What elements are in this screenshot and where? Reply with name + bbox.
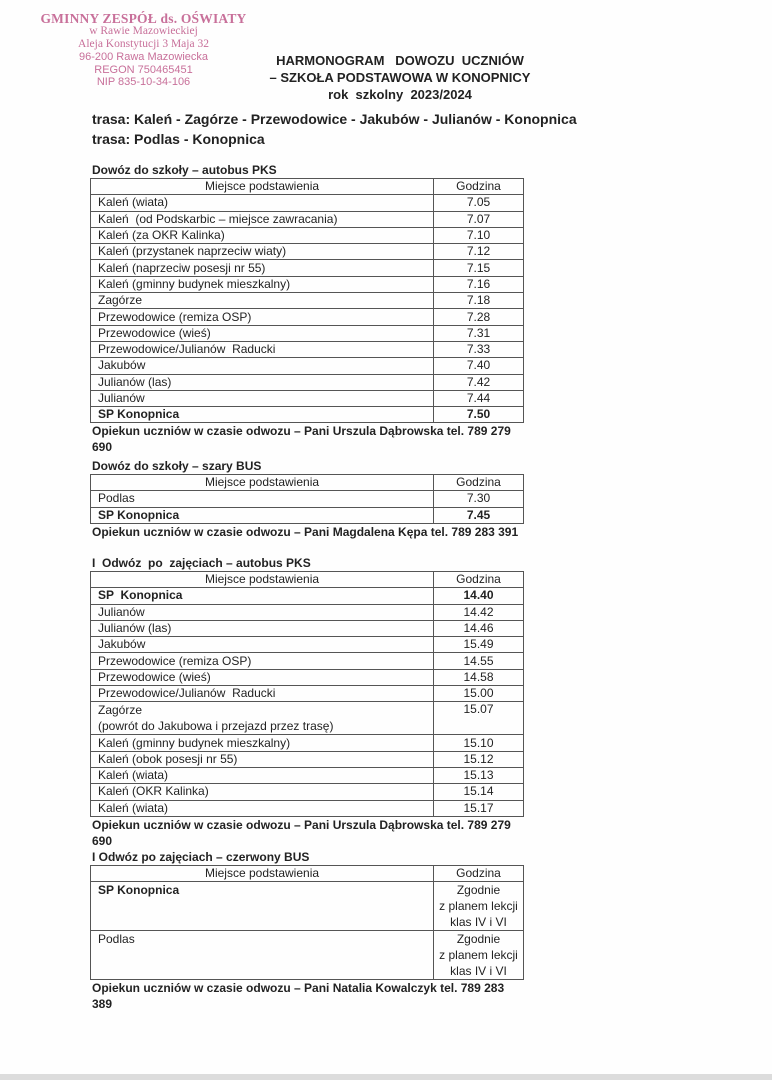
section-red-bus-afternoon: [90, 850, 526, 1012]
departure-time: 7.31: [466, 325, 491, 340]
table-row: [91, 653, 524, 669]
stamp-line: GMINNY ZESPÓŁ ds. OŚWIATY: [40, 11, 247, 26]
place-name: Kaleń (gminny budynek mieszkalny): [98, 276, 291, 291]
time-cell: [434, 358, 524, 374]
time-cell: [434, 637, 524, 653]
table-row: [91, 800, 524, 816]
place-cell: [91, 293, 434, 309]
route-line: trasa: Kaleń - Zagórze - Przewodowice - Jakubów - Julianów - Konopnica: [92, 111, 577, 127]
table-row: [91, 735, 524, 751]
table-row: [91, 882, 524, 931]
table-row: [91, 784, 524, 800]
departure-time: 7.28: [466, 309, 491, 324]
place-name: Kaleń (wiata): [98, 195, 169, 210]
document-title: [240, 52, 560, 103]
departure-time: 15.14: [463, 784, 494, 799]
place-cell: [91, 325, 434, 341]
departure-time: 7.45: [466, 507, 491, 522]
departure-time: 7.30: [466, 491, 491, 506]
time-cell: [434, 260, 524, 276]
departure-time: 15.49: [463, 637, 494, 652]
place-name: Przewodowice (remiza OSP): [98, 309, 252, 324]
departure-time: 7.07: [466, 211, 491, 226]
schedule-table: [90, 865, 524, 980]
time-cell: [434, 227, 524, 243]
time-cell: [434, 244, 524, 260]
time-cell: [434, 702, 524, 735]
time-cell: [434, 767, 524, 783]
title-line: HARMONOGRAM DOWOZU UCZNIÓW: [276, 53, 524, 68]
guardian-note: Opiekun uczniów w czasie odwozu – Pani Urszula Dąbrowska tel. 789 279 690: [92, 817, 511, 848]
section-title: Dowóz do szkoły – szary BUS: [92, 459, 262, 473]
place-name: Przewodowice (wieś): [98, 325, 211, 340]
time-cell: [434, 620, 524, 636]
place-cell: [91, 800, 434, 816]
place-cell: [91, 882, 434, 931]
time-cell: [434, 211, 524, 227]
place-cell: [91, 686, 434, 702]
table-row: [91, 276, 524, 292]
place-cell: [91, 276, 434, 292]
place-cell: [91, 341, 434, 357]
departure-time: 14.40: [463, 588, 494, 603]
table-header-row: [91, 866, 524, 882]
table-header-row: [91, 572, 524, 588]
column-header-place: Miejsce podstawienia: [91, 475, 434, 491]
place-name: Przewodowice (remiza OSP): [98, 653, 252, 668]
place-cell: [91, 588, 434, 604]
place-cell: [91, 491, 434, 507]
place-name: Zagórze: [98, 293, 143, 308]
table-row: [91, 227, 524, 243]
time-cell: [434, 407, 524, 423]
time-cell: [434, 669, 524, 685]
table-row: [91, 588, 524, 604]
place-cell: [91, 211, 434, 227]
guardian-note: Opiekun uczniów w czasie odwozu – Pani Magdalena Kępa tel. 789 283 391: [92, 524, 519, 539]
section-grey-bus-morning: [90, 459, 526, 540]
table-row: [91, 604, 524, 620]
column-header-place: Miejsce podstawienia: [91, 179, 434, 195]
table-row: [91, 341, 524, 357]
section-title: Dowóz do szkoły – autobus PKS: [92, 163, 277, 177]
time-cell: [434, 374, 524, 390]
table-row: [91, 325, 524, 341]
place-name: Julianów (las): [98, 374, 172, 389]
departure-time: 14.58: [463, 669, 494, 684]
departure-time: 15.07: [463, 702, 494, 717]
table-row: [91, 637, 524, 653]
place-name: Zagórze: [98, 703, 143, 718]
time-note-line: klas IV i VI: [450, 915, 507, 930]
place-cell: [91, 653, 434, 669]
table-header-row: [91, 179, 524, 195]
guardian-note: Opiekun uczniów w czasie odwozu – Pani Urszula Dąbrowska tel. 789 279 690: [92, 424, 511, 455]
departure-time: 15.10: [463, 735, 494, 750]
place-cell: [91, 735, 434, 751]
time-cell: [434, 751, 524, 767]
table-row: [91, 260, 524, 276]
time-cell: [434, 325, 524, 341]
table-row: [91, 390, 524, 406]
departure-time: 7.50: [466, 407, 491, 422]
place-cell: [91, 507, 434, 523]
stamp-line: NIP 835-10-34-106: [96, 76, 191, 88]
place-cell: [91, 751, 434, 767]
place-cell: [91, 931, 434, 980]
place-name: Przewodowice (wieś): [98, 669, 211, 684]
place-name: Kaleń (gminny budynek mieszkalny): [98, 735, 291, 750]
schedule-table: [90, 474, 524, 524]
time-note-line: z planem lekcji: [439, 948, 518, 963]
time-note-line: z planem lekcji: [439, 899, 518, 914]
time-cell: [434, 491, 524, 507]
departure-time: 7.44: [466, 391, 491, 405]
place-cell: [91, 604, 434, 620]
place-name: Podlas: [98, 491, 135, 506]
column-header-place: Miejsce podstawienia: [91, 572, 434, 588]
table-row: [91, 507, 524, 523]
schedule-table: [90, 571, 524, 817]
time-cell: [434, 195, 524, 211]
place-cell: [91, 227, 434, 243]
place-name: Podlas: [98, 932, 135, 947]
time-cell: [434, 882, 524, 931]
institution-stamp: [36, 12, 251, 89]
place-name: Kaleń (od Podskarbic – miejsce zawracania): [98, 211, 338, 226]
place-name: Kaleń (OKR Kalinka): [98, 784, 209, 799]
title-line: – SZKOŁA PODSTAWOWA W KONOPNICY: [269, 70, 531, 85]
departure-time: 15.00: [463, 686, 494, 701]
table-row: [91, 211, 524, 227]
place-name: SP Konopnica: [98, 407, 180, 422]
departure-time: 7.16: [466, 276, 491, 291]
column-header-time: Godzina: [434, 475, 524, 491]
table-row: [91, 195, 524, 211]
place-cell: [91, 195, 434, 211]
table-row: [91, 293, 524, 309]
place-cell: [91, 702, 434, 735]
table-row: [91, 491, 524, 507]
time-cell: [434, 735, 524, 751]
departure-time: 14.55: [463, 653, 494, 668]
time-cell: [434, 293, 524, 309]
table-header-row: [91, 475, 524, 491]
place-cell: [91, 390, 434, 406]
time-note-line: Zgodnie: [456, 932, 501, 947]
place-name: SP Konopnica: [98, 588, 183, 603]
column-header-time: Godzina: [434, 866, 524, 882]
time-note-line: Zgodnie: [456, 883, 501, 898]
place-name: Kaleń (naprzeciw posesji nr 55): [98, 260, 266, 275]
place-cell: [91, 244, 434, 260]
place-cell: [91, 637, 434, 653]
place-cell: [91, 358, 434, 374]
time-cell: [434, 341, 524, 357]
place-cell: [91, 260, 434, 276]
place-name: SP Konopnica: [98, 507, 180, 522]
place-cell: [91, 767, 434, 783]
place-note: (powrót do Jakubowa i przejazd przez trasę): [98, 719, 334, 734]
place-name: Kaleń (przystanek naprzeciw wiaty): [98, 244, 287, 259]
place-name: Przewodowice/Julianów Raducki: [98, 342, 276, 357]
place-name: Jakubów: [98, 637, 146, 652]
place-cell: [91, 407, 434, 423]
departure-time: 7.12: [466, 244, 491, 259]
section-title: I Odwóz po zajęciach – czerwony BUS: [92, 850, 310, 864]
route-list: [92, 109, 577, 149]
place-name: Jakubów: [98, 358, 146, 373]
departure-time: 7.05: [466, 195, 491, 210]
departure-time: 14.42: [463, 604, 494, 619]
section-title: I Odwóz po zajęciach – autobus PKS: [92, 556, 311, 570]
time-cell: [434, 604, 524, 620]
place-name: Kaleń (za OKR Kalinka): [98, 228, 225, 243]
table-row: [91, 767, 524, 783]
departure-time: 14.46: [463, 621, 494, 636]
table-row: [91, 686, 524, 702]
time-cell: [434, 800, 524, 816]
table-row: [91, 374, 524, 390]
place-name: Kaleń (wiata): [98, 768, 169, 783]
schedule-table: [90, 178, 524, 423]
column-header-time: Godzina: [434, 179, 524, 195]
place-cell: [91, 669, 434, 685]
departure-time: 7.15: [466, 260, 491, 275]
place-cell: [91, 620, 434, 636]
title-line: rok szkolny 2023/2024: [328, 87, 472, 102]
table-row: [91, 751, 524, 767]
time-cell: [434, 653, 524, 669]
departure-time: 7.10: [466, 228, 491, 243]
time-cell: [434, 309, 524, 325]
table-row: [91, 669, 524, 685]
section-pks-afternoon: [90, 556, 526, 849]
table-row: [91, 309, 524, 325]
place-cell: [91, 374, 434, 390]
stamp-line: Aleja Konstytucji 3 Maja 32: [78, 38, 209, 50]
departure-time: 15.17: [463, 800, 494, 815]
stamp-line: 96-200 Rawa Mazowiecka: [78, 51, 208, 63]
place-name: Przewodowice/Julianów Raducki: [98, 686, 276, 701]
column-header-place: Miejsce podstawienia: [91, 866, 434, 882]
place-name: Julianów (las): [98, 621, 172, 636]
departure-time: 7.33: [466, 342, 491, 357]
place-name: Kaleń (obok posesji nr 55): [98, 751, 238, 766]
place-cell: [91, 784, 434, 800]
time-cell: [434, 276, 524, 292]
place-name: Kaleń (wiata): [98, 800, 169, 815]
table-row: [91, 702, 524, 735]
table-row: [91, 244, 524, 260]
time-cell: [434, 686, 524, 702]
stamp-line: w Rawie Mazowieckiej: [89, 25, 198, 37]
page-bottom-edge: [0, 1074, 772, 1080]
time-cell: [434, 588, 524, 604]
departure-time: 7.18: [466, 293, 491, 308]
departure-time: 7.40: [466, 358, 491, 373]
time-cell: [434, 784, 524, 800]
departure-time: 15.13: [463, 768, 494, 783]
place-cell: [91, 309, 434, 325]
table-row: [91, 931, 524, 980]
guardian-note: Opiekun uczniów w czasie odwozu – Pani Natalia Kowalczyk tel. 789 283 389: [92, 981, 505, 1012]
place-name: Julianów: [98, 604, 145, 619]
departure-time: 15.12: [463, 751, 494, 766]
departure-time: 7.42: [466, 374, 491, 389]
place-name: Julianów: [98, 391, 145, 405]
table-row: [91, 620, 524, 636]
stamp-line: REGON 750465451: [94, 63, 193, 76]
table-row: [91, 407, 524, 423]
time-cell: [434, 390, 524, 406]
column-header-time: Godzina: [434, 572, 524, 588]
section-pks-morning: [90, 163, 526, 455]
time-note-line: klas IV i VI: [450, 964, 507, 979]
time-cell: [434, 507, 524, 523]
time-cell: [434, 931, 524, 980]
place-name: SP Konopnica: [98, 883, 180, 898]
route-line: trasa: Podlas - Konopnica: [92, 131, 265, 147]
table-row: [91, 358, 524, 374]
